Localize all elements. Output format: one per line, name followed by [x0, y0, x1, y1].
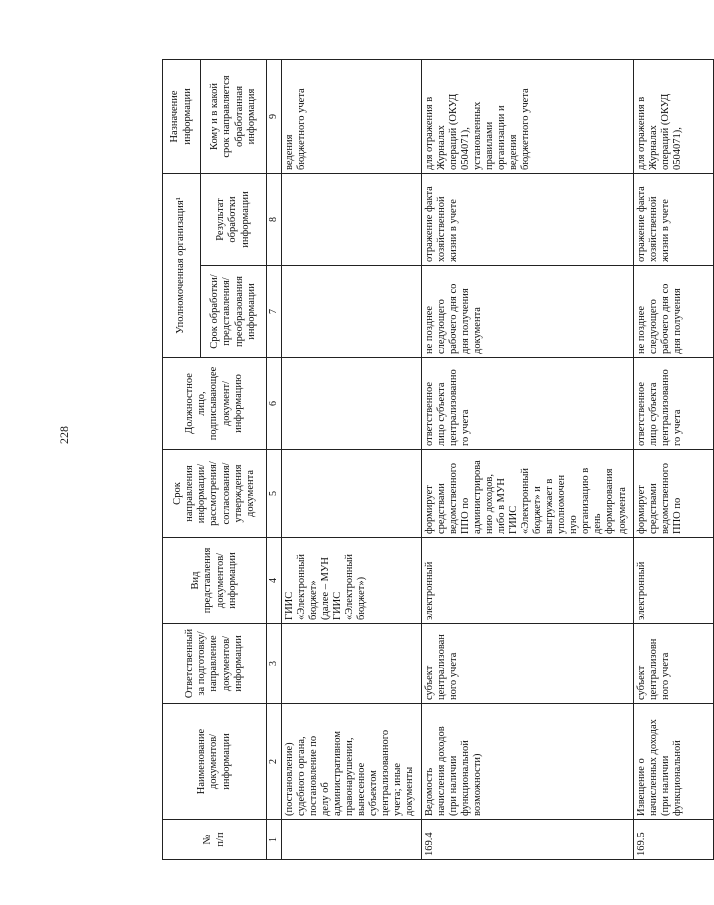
page-number: 228	[57, 426, 71, 444]
cell-official	[281, 358, 421, 450]
cell-doc-name: (постановление) судебного органа, постановление по делу об административном правонарушении, вынесенное субъектом централизованного учета; иные документы	[281, 704, 421, 820]
header-term: Срок направления информации/ рассмотрения/ согласования/ утверждения документа	[163, 450, 267, 538]
cell-term	[281, 450, 421, 538]
cell-kind: электронный	[421, 538, 633, 624]
cell-result: отражение факта хозяйственной жизни в учете	[421, 174, 633, 266]
header-processing-term: Срок обработки/ представления/ преобразования информации	[201, 266, 267, 358]
cell-responsible	[281, 624, 421, 704]
cell-destination: для отражения в Журналах операций (ОКУД 0504071), установленных правилами организации и ведения бюджетного учета	[421, 60, 633, 174]
cell-kind: электронный	[633, 538, 713, 624]
cell-doc-name: Ведомость начисления доходов (при наличии функциональной возможности)	[421, 704, 633, 820]
col-number: 2	[267, 704, 282, 820]
cell-destination: ведения бюджетного учета	[281, 60, 421, 174]
header-authorized-org: Уполномоченная организация¹	[163, 174, 201, 358]
header-doc-name: Наименование документов/ информации	[163, 704, 267, 820]
cell-responsible: субъект централизован ного учета	[421, 624, 633, 704]
col-number: 1	[267, 820, 282, 860]
table-row	[281, 60, 421, 860]
header-result: Результат обработки информации	[201, 174, 267, 266]
header-num: № п/п	[163, 820, 267, 860]
cell-responsible: субъект централизовн ного учета	[633, 624, 713, 704]
cell-official: ответственное лицо субъекта централизованно го учета	[421, 358, 633, 450]
cell-result: отражение факта хозяйственной жизни в учете	[633, 174, 713, 266]
header-kind: Вид представления документов/ информации	[163, 538, 267, 624]
cell-num	[281, 820, 421, 860]
table-row	[421, 60, 633, 860]
col-number: 5	[267, 450, 282, 538]
header-purpose: Назначение информации	[163, 60, 201, 174]
col-number: 7	[267, 266, 282, 358]
cell-kind: ГИИС «Электронный бюджет» (далее – МУН ГИИС «Электронный бюджет»)	[281, 538, 421, 624]
col-number: 6	[267, 358, 282, 450]
cell-term: формирует средствами ведомственного ППО по	[633, 450, 713, 538]
header-official: Должностное лицо, подписывающее документ/ информацию	[163, 358, 267, 450]
cell-result	[281, 174, 421, 266]
rotated-table-container	[162, 60, 683, 860]
col-number: 9	[267, 60, 282, 174]
document-table	[162, 59, 714, 860]
col-number: 4	[267, 538, 282, 624]
cell-num: 169.5	[633, 820, 713, 860]
cell-destination: для отражения в Журналах операций (ОКУД 0504071),	[633, 60, 713, 174]
col-number: 8	[267, 174, 282, 266]
table-row	[633, 60, 713, 860]
col-number: 3	[267, 624, 282, 704]
cell-doc-name: Извещение о начисленных доходах (при наличии функциональной	[633, 704, 713, 820]
cell-term: формирует средствами ведомственного ППО по администрирова нию доходов, либо в МУН ГИИС «Электронный бюджет» и выгружает в уполномочен ную организацию в день формирования документа	[421, 450, 633, 538]
cell-official: ответственное лицо субъекта централизованно го учета	[633, 358, 713, 450]
cell-processing-term	[281, 266, 421, 358]
cell-num: 169.4	[421, 820, 633, 860]
cell-processing-term: не позднее следующего рабочего дня со дня получения	[633, 266, 713, 358]
header-destination: Кому и в какой срок направляется обработанная информация	[201, 60, 267, 174]
header-responsible: Ответственный за подготовку/ направление документов/ информации	[163, 624, 267, 704]
cell-processing-term: не позднее следующего рабочего дня со дня получения документа	[421, 266, 633, 358]
